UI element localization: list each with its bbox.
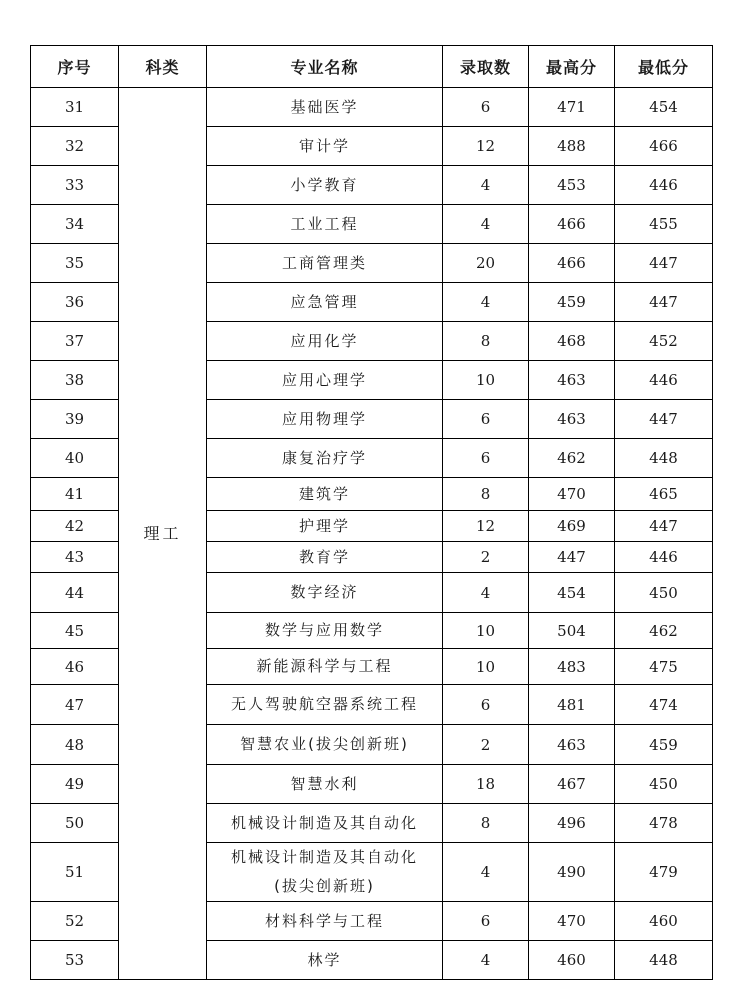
- row-admitted-count: 8: [443, 478, 529, 511]
- row-highest-score: 462: [529, 439, 615, 478]
- row-index: 48: [31, 725, 119, 765]
- row-admitted-count: 4: [443, 166, 529, 205]
- row-highest-score: 466: [529, 205, 615, 244]
- table-body: [31, 88, 713, 980]
- row-highest-score: 481: [529, 685, 615, 725]
- row-major-name: 审计学: [207, 127, 443, 166]
- row-index: 34: [31, 205, 119, 244]
- row-highest-score: 469: [529, 511, 615, 542]
- row-index: 50: [31, 804, 119, 843]
- row-highest-score: 463: [529, 725, 615, 765]
- row-highest-score: 467: [529, 765, 615, 804]
- row-highest-score: 470: [529, 902, 615, 941]
- row-lowest-score: 454: [615, 88, 713, 127]
- row-admitted-count: 10: [443, 361, 529, 400]
- row-major-name: 应用物理学: [207, 400, 443, 439]
- row-lowest-score: 475: [615, 649, 713, 685]
- header-admitted: 录取数: [443, 46, 529, 88]
- row-index: 39: [31, 400, 119, 439]
- row-admitted-count: 4: [443, 205, 529, 244]
- header-highest-score: 最高分: [529, 46, 615, 88]
- row-admitted-count: 8: [443, 804, 529, 843]
- row-admitted-count: 10: [443, 649, 529, 685]
- row-highest-score: 496: [529, 804, 615, 843]
- row-highest-score: 470: [529, 478, 615, 511]
- row-lowest-score: 479: [615, 843, 713, 902]
- row-index: 47: [31, 685, 119, 725]
- row-major-name: 新能源科学与工程: [207, 649, 443, 685]
- row-lowest-score: 446: [615, 361, 713, 400]
- row-lowest-score: 447: [615, 400, 713, 439]
- row-index: 51: [31, 843, 119, 902]
- row-major-name: [207, 843, 443, 902]
- row-admitted-count: 6: [443, 400, 529, 439]
- row-admitted-count: 10: [443, 613, 529, 649]
- row-major-name: 无人驾驶航空器系统工程: [207, 685, 443, 725]
- table-row: [31, 88, 713, 127]
- row-major-name: 工业工程: [207, 205, 443, 244]
- row-lowest-score: 465: [615, 478, 713, 511]
- admission-scores-table: [30, 45, 713, 980]
- row-index: 53: [31, 941, 119, 980]
- row-index: 46: [31, 649, 119, 685]
- row-highest-score: 504: [529, 613, 615, 649]
- row-major-name-line1: 机械设计制造及其自动化: [230, 848, 418, 866]
- row-major-name: 护理学: [207, 511, 443, 542]
- row-major-name: 教育学: [207, 542, 443, 573]
- row-highest-score: 490: [529, 843, 615, 902]
- row-lowest-score: 448: [615, 941, 713, 980]
- row-admitted-count: 4: [443, 573, 529, 613]
- row-index: 49: [31, 765, 119, 804]
- row-major-name-line2: (拔尖创新班): [274, 877, 375, 895]
- row-admitted-count: 12: [443, 127, 529, 166]
- row-index: 31: [31, 88, 119, 127]
- row-major-name: 康复治疗学: [207, 439, 443, 478]
- row-lowest-score: 466: [615, 127, 713, 166]
- row-lowest-score: 447: [615, 283, 713, 322]
- row-index: 36: [31, 283, 119, 322]
- row-major-name: 林学: [207, 941, 443, 980]
- header-category: 科类: [119, 46, 207, 88]
- row-highest-score: 447: [529, 542, 615, 573]
- row-major-name: 应用心理学: [207, 361, 443, 400]
- row-highest-score: 468: [529, 322, 615, 361]
- row-lowest-score: 447: [615, 244, 713, 283]
- row-highest-score: 471: [529, 88, 615, 127]
- row-highest-score: 463: [529, 361, 615, 400]
- row-index: 33: [31, 166, 119, 205]
- row-lowest-score: 460: [615, 902, 713, 941]
- row-lowest-score: 478: [615, 804, 713, 843]
- row-major-name: 基础医学: [207, 88, 443, 127]
- row-admitted-count: 8: [443, 322, 529, 361]
- row-admitted-count: 18: [443, 765, 529, 804]
- row-admitted-count: 6: [443, 439, 529, 478]
- row-highest-score: 454: [529, 573, 615, 613]
- row-category: 理工: [119, 88, 207, 980]
- row-admitted-count: 20: [443, 244, 529, 283]
- row-major-name: 数学与应用数学: [207, 613, 443, 649]
- row-lowest-score: 462: [615, 613, 713, 649]
- row-admitted-count: 6: [443, 88, 529, 127]
- row-admitted-count: 2: [443, 542, 529, 573]
- row-admitted-count: 6: [443, 902, 529, 941]
- row-major-name: 数字经济: [207, 573, 443, 613]
- row-admitted-count: 4: [443, 941, 529, 980]
- row-admitted-count: 4: [443, 283, 529, 322]
- row-index: 40: [31, 439, 119, 478]
- row-index: 52: [31, 902, 119, 941]
- row-major-name: 机械设计制造及其自动化: [207, 804, 443, 843]
- row-lowest-score: 446: [615, 542, 713, 573]
- row-major-name: 工商管理类: [207, 244, 443, 283]
- row-lowest-score: 459: [615, 725, 713, 765]
- row-lowest-score: 452: [615, 322, 713, 361]
- row-highest-score: 453: [529, 166, 615, 205]
- row-index: 35: [31, 244, 119, 283]
- header-row: [31, 46, 713, 88]
- row-lowest-score: 448: [615, 439, 713, 478]
- header-lowest-score: 最低分: [615, 46, 713, 88]
- row-highest-score: 483: [529, 649, 615, 685]
- row-highest-score: 466: [529, 244, 615, 283]
- row-admitted-count: 12: [443, 511, 529, 542]
- row-lowest-score: 450: [615, 573, 713, 613]
- row-index: 32: [31, 127, 119, 166]
- row-index: 45: [31, 613, 119, 649]
- row-highest-score: 459: [529, 283, 615, 322]
- row-lowest-score: 455: [615, 205, 713, 244]
- row-index: 37: [31, 322, 119, 361]
- row-index: 42: [31, 511, 119, 542]
- row-index: 41: [31, 478, 119, 511]
- row-lowest-score: 474: [615, 685, 713, 725]
- row-index: 44: [31, 573, 119, 613]
- row-admitted-count: 6: [443, 685, 529, 725]
- row-major-name: 小学教育: [207, 166, 443, 205]
- row-admitted-count: 4: [443, 843, 529, 902]
- row-major-name: 材料科学与工程: [207, 902, 443, 941]
- row-index: 43: [31, 542, 119, 573]
- header-major: 专业名称: [207, 46, 443, 88]
- row-major-name: 应急管理: [207, 283, 443, 322]
- row-highest-score: 488: [529, 127, 615, 166]
- row-admitted-count: 2: [443, 725, 529, 765]
- row-major-name: 应用化学: [207, 322, 443, 361]
- row-lowest-score: 446: [615, 166, 713, 205]
- row-index: 38: [31, 361, 119, 400]
- row-major-name: 智慧水利: [207, 765, 443, 804]
- row-lowest-score: 450: [615, 765, 713, 804]
- row-highest-score: 463: [529, 400, 615, 439]
- row-highest-score: 460: [529, 941, 615, 980]
- header-index: 序号: [31, 46, 119, 88]
- row-major-name: 建筑学: [207, 478, 443, 511]
- row-lowest-score: 447: [615, 511, 713, 542]
- row-major-name: 智慧农业(拔尖创新班): [207, 725, 443, 765]
